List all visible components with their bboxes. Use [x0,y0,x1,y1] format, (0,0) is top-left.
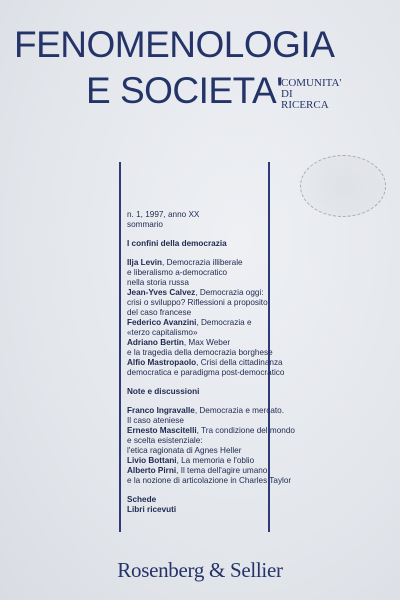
section-heading: Note e discussioni [127,387,200,396]
entry-title: , Crisi della cittadinanza [196,358,283,367]
entry-title: , Democrazia e [196,318,252,327]
journal-title-line1: FENOMENOLOGIA [14,24,335,65]
left-rule [119,162,121,532]
issue-label: sommario [127,220,163,229]
entry-title: Il caso ateniese [127,416,184,425]
entry-author: Ernesto Mascitelli [127,426,197,435]
issue-number: n. 1, 1997, anno XX [127,210,200,219]
entry-author: Ilja Levin [127,258,163,267]
entry-author: Franco Ingravalle [127,406,195,415]
footer-item-libri: Libri ricevuti [127,505,177,514]
entry-title: , Tra condizione del mondo [196,426,295,435]
entry-author: Adriano Bertin [127,338,184,347]
subtitle-line: COMUNITA' [281,77,342,89]
entry-title: , Max Weber [183,338,231,347]
entry-title: , Democrazia oggi: [195,288,264,297]
publisher-name: Rosenberg & Sellier [117,558,283,582]
entry-author: Jean-Yves Calvez [127,288,196,297]
library-stamp [300,155,386,217]
toc-entry [127,456,327,466]
entry-author: Alberto Pirni [127,466,177,475]
entry-title: del caso francese [127,308,192,317]
toc-entry [127,358,327,378]
entry-author: Alfio Mastropaolo [127,358,197,367]
entry-title: , Democrazia e mercato. [194,406,284,415]
entry-title: , Il tema dell'agire umano [176,466,268,475]
entry-title: e la nozione di articolazione in Charles Taylor [127,476,292,485]
toc-entry [127,318,327,338]
entry-author: Livio Bottani [127,456,177,465]
entry-title: democratica e paradigma post-democratico [127,368,285,377]
entry-title: e scelta esistenziale: [127,436,203,445]
subtitle-line: RICERCA [281,99,329,111]
toc-entry [127,258,327,288]
entry-title: «terzo capitalismo» [127,328,198,337]
table-of-contents [127,210,327,515]
toc-entry [127,338,327,358]
toc-entry [127,466,327,486]
entry-title: , La memoria e l'oblio [176,456,255,465]
entry-title: e liberalismo a-democratico [127,268,228,277]
entry-title: crisi o sviluppo? Riflessioni a proposito [127,298,268,307]
issue-info [127,210,327,230]
entry-title: nella storia russa [127,278,189,287]
toc-entry [127,406,327,426]
journal-title-line2: E SOCIETA' [86,70,283,111]
journal-subtitle [281,78,341,111]
footer-item-schede: Schede [127,495,157,504]
entry-title: l'etica ragionata di Agnes Heller [127,446,242,455]
entry-author: Federico Avanzini [127,318,197,327]
entry-title: e la tragedia della democrazia borghese [127,348,273,357]
entry-title: , Democrazia illiberale [162,258,243,267]
toc-entry [127,288,327,318]
toc-entry [127,426,327,456]
subtitle-line: DI [281,88,293,100]
section-heading: I confini della democrazia [127,239,227,248]
